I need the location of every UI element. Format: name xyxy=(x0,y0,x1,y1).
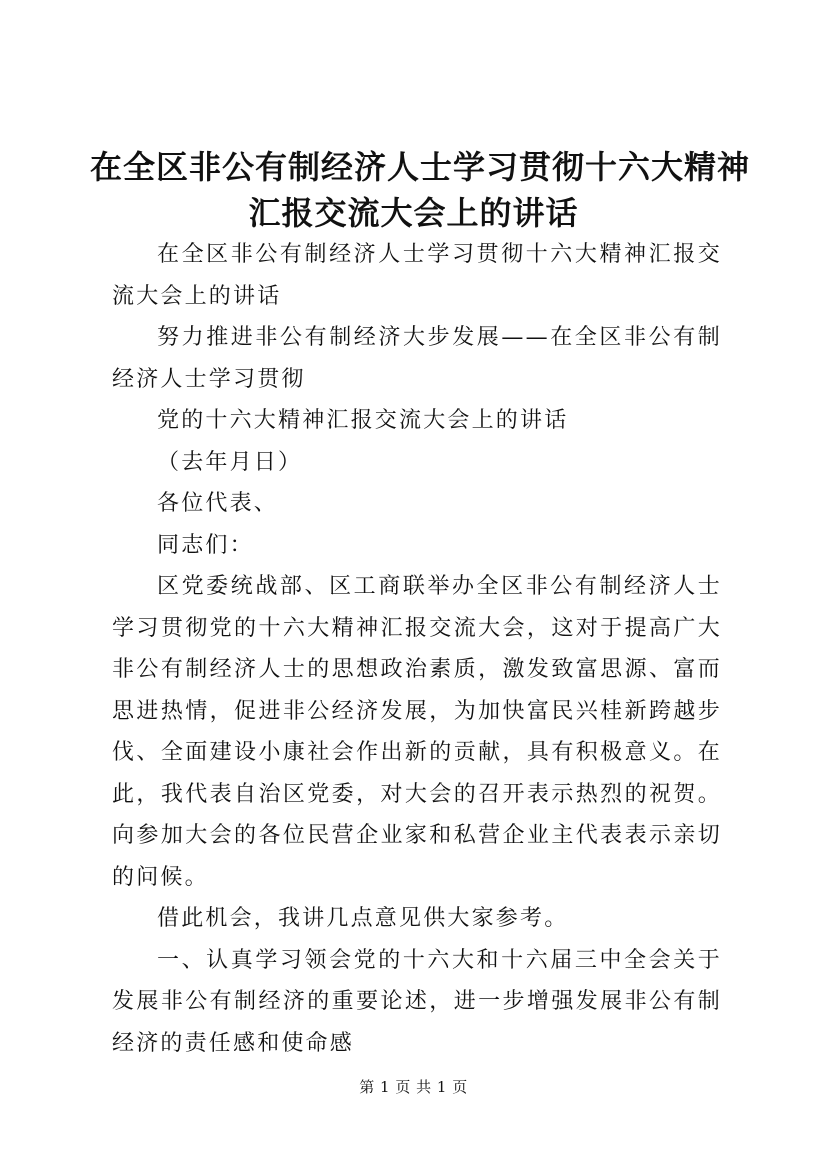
page-number-footer: 第 1 页 共 1 页 xyxy=(359,1078,468,1096)
document-body xyxy=(112,234,722,1064)
paragraph: 各位代表、 xyxy=(157,491,279,516)
paragraph: 在全区非公有制经济人士学习贯彻十六大精神汇报交流大会上的讲话 xyxy=(112,242,722,309)
document-title-line-2: 汇报交流大会上的讲话 xyxy=(248,194,579,232)
paragraph: 努力推进非公有制经济大步发展——在全区非公有制经济人士学习贯彻 xyxy=(112,325,722,392)
paragraph: 同志们： xyxy=(157,532,254,558)
paragraph: 一、认真学习领会党的十六大和十六届三中全会关于发展非公有制经济的重要论述，进一步增强发展非公有制经济的责任感和使命感 xyxy=(112,947,722,1056)
paragraph: 借此机会，我讲几点意见供大家参考。 xyxy=(157,906,569,931)
paragraph: 区党委统战部、区工商联举办全区非公有制经济人士学习贯彻党的十六大精神汇报交流大会，这对于提高广大非公有制经济人士的思想政治素质，激发致富思源、富而思进热情，促进非公经济发展，为加快富民兴桂新跨越步伐、全面建设小康社会作出新的贡献，具有积极意义。在此，我代表自治区党委，对大会的召开表示热烈的祝贺。向参加大会的各位民营企业家和私营企业主代表表示亲切的问候。 xyxy=(112,574,722,890)
paragraph: 党的十六大精神汇报交流大会上的讲话 xyxy=(157,408,569,433)
paragraph: （去年月日） xyxy=(157,449,303,475)
document-title-line-1: 在全区非公有制经济人士学习贯彻十六大精神 xyxy=(90,148,751,186)
